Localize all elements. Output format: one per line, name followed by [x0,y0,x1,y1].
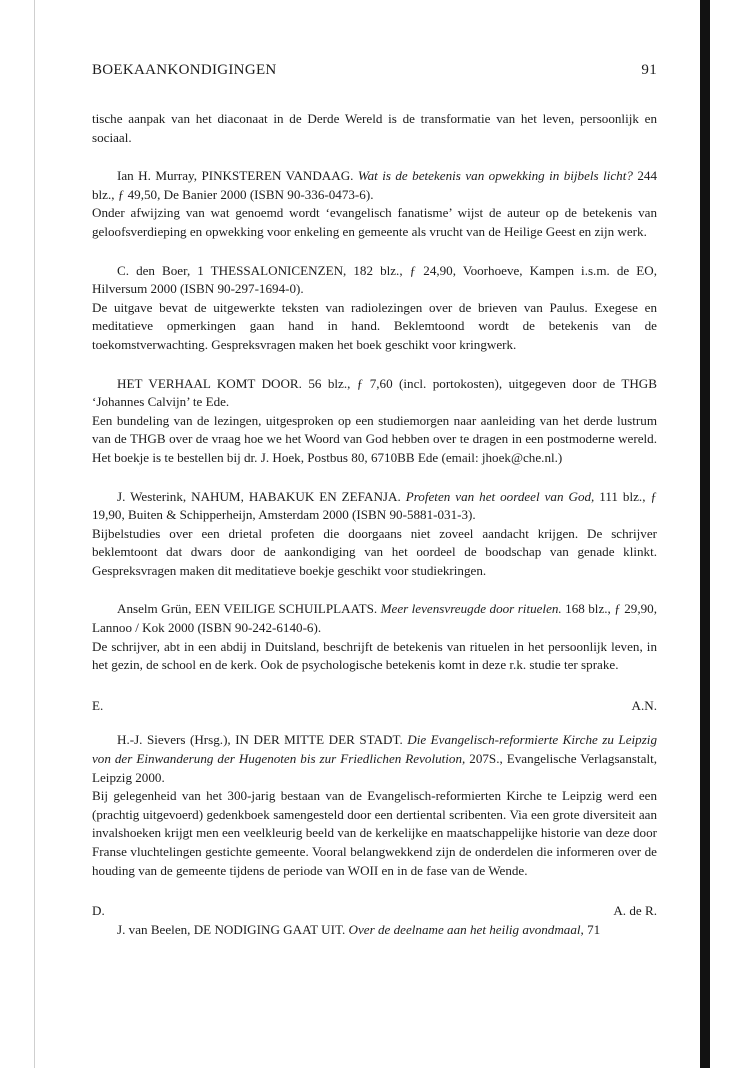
signature-left: E. [92,697,104,713]
review-entry-sievers [92,731,657,880]
citation: J. Westerink, NAHUM, HABAKUK EN ZEFANJA. Profeten van het oordeel van God, 111 blz., ƒ 19,90, Buiten & Schipperheijn, Amsterdam 2000 (ISBN 90-5881-031-3). [92,488,657,523]
review-text: De uitgave bevat de uitgewerkte teksten van radiolezingen over de brieven van Paulus. Exegese en meditatieve opmerkingen gaan hand in hand. Beklemtoond wordt de betekenis van de toekomstverwachting. Gespreksvragen maken het boek geschikt voor kringwerk. [92,299,657,352]
signature-line [92,697,657,716]
review-entry-den-boer [92,262,657,355]
signature-left: D. [92,903,105,919]
review-text: De schrijver, abt in een abdij in Duitsland, beschrijft de betekenis van rituelen in het persoonlijk leven, in het gezin, de school en de kerk. Ook de psychologische betekenis komt in deze r.k. studie ter sprake. [92,638,657,673]
citation: Ian H. Murray, PINKSTEREN VANDAAG. Wat is de betekenis van opwekking in bijbels licht? 244 blz., ƒ 49,50, De Banier 2000 (ISBN 90-336-0473-6). [92,168,657,202]
scan-edge-bar [700,0,710,1068]
review-text: Bij gelegenheid van het 300-jarig bestaan van de Evangelisch-reformierten Kirche te Leipzig werd een (prachtig uitgevoerd) gedenkboek samengesteld door een dertiental scribenten. Via een grote diversiteit aan invalshoeken krijgt men een veelkleurig beeld van de kerkelijke en maatschappelijke historie van deze door Franse vluchtelingen gestichte gemeente. Vooral belangwekkend zijn de onderdelen die informeren over de houding van de gemeente tijdens de periode van WOII en in de fase van de Wende. [92,788,657,878]
citation: H.-J. Sievers (Hrsg.), IN DER MITTE DER STADT. Die Evangelisch-reformierte Kirche zu Leipzig von der Einwanderung der Hugenoten bis zur Friedlichen Revolution, 207S., Evangelische Verlagsanstalt, Leipzig 2000. [92,732,658,785]
review-text: Bijbelstudies over een drietal profeten die doorgaans niet zoveel aandacht krijgen. De schrijver beklemtoont dat dwars door de aankondiging van het oordeel de boodschap van genade klinkt. Gespreksvragen maken dit meditatieve boekje geschikt voor studiekringen. [92,525,657,578]
review-text: Een bundeling van de lezingen, uitgesproken op een studiemorgen naar aanleiding van het derde lustrum van de THGB over de vraag hoe we het Woord van God hebben over te dragen in een postmoderne wereld. Het boekje is te bestellen bij dr. J. Hoek, Postbus 80, 6710BB Ede (email: jhoek@che.nl.) [92,412,657,465]
citation: Anselm Grün, EEN VEILIGE SCHUILPLAATS. Meer levensvreugde door rituelen. 168 blz., ƒ 29,90, Lannoo / Kok 2000 (ISBN 90-242-6140-6). [92,601,657,636]
review-entry-grun [92,600,657,674]
review-text: Onder afwijzing van wat genoemd wordt ‘evangelisch fanatisme’ wijst de auteur op de betekenis van geloofsverdieping en opwekking voor enkeling en gemeente als vrucht van de Heilige Geest en zijn werk. [92,205,657,239]
citation: C. den Boer, 1 THESSALONICENZEN, 182 blz., ƒ 24,90, Voorhoeve, Kampen i.s.m. de EO, Hilversum 2000 (ISBN 90-297-1694-0). [92,262,657,297]
review-entry-van-beelen [92,921,657,940]
review-entry-westerink [92,488,657,581]
running-header [92,62,657,79]
running-title: BOEKAANKONDIGINGEN [92,62,277,78]
review-entry-murray [92,167,657,241]
intro-paragraph [92,110,657,147]
scan-margin-line [34,0,35,1068]
page-number: 91 [641,62,657,78]
article-body [92,110,657,939]
citation: J. van Beelen, DE NODIGING GAAT UIT. Over de deelname aan het heilig avondmaal, 71 [117,921,601,937]
signature-right: A.N. [631,697,657,713]
citation: HET VERHAAL KOMT DOOR. 56 blz., ƒ 7,60 (incl. portokosten), uitgegeven door de THGB ‘Johannes Calvijn’ te Ede. [92,375,657,410]
review-entry-verhaal [92,375,657,468]
intro-text: tische aanpak van het diaconaat in de Derde Wereld is de transformatie van het leven, persoonlijk en sociaal. [92,111,657,145]
signature-right: A. de R. [613,903,657,919]
signature-line [92,902,657,921]
scan-margin [0,0,34,1068]
